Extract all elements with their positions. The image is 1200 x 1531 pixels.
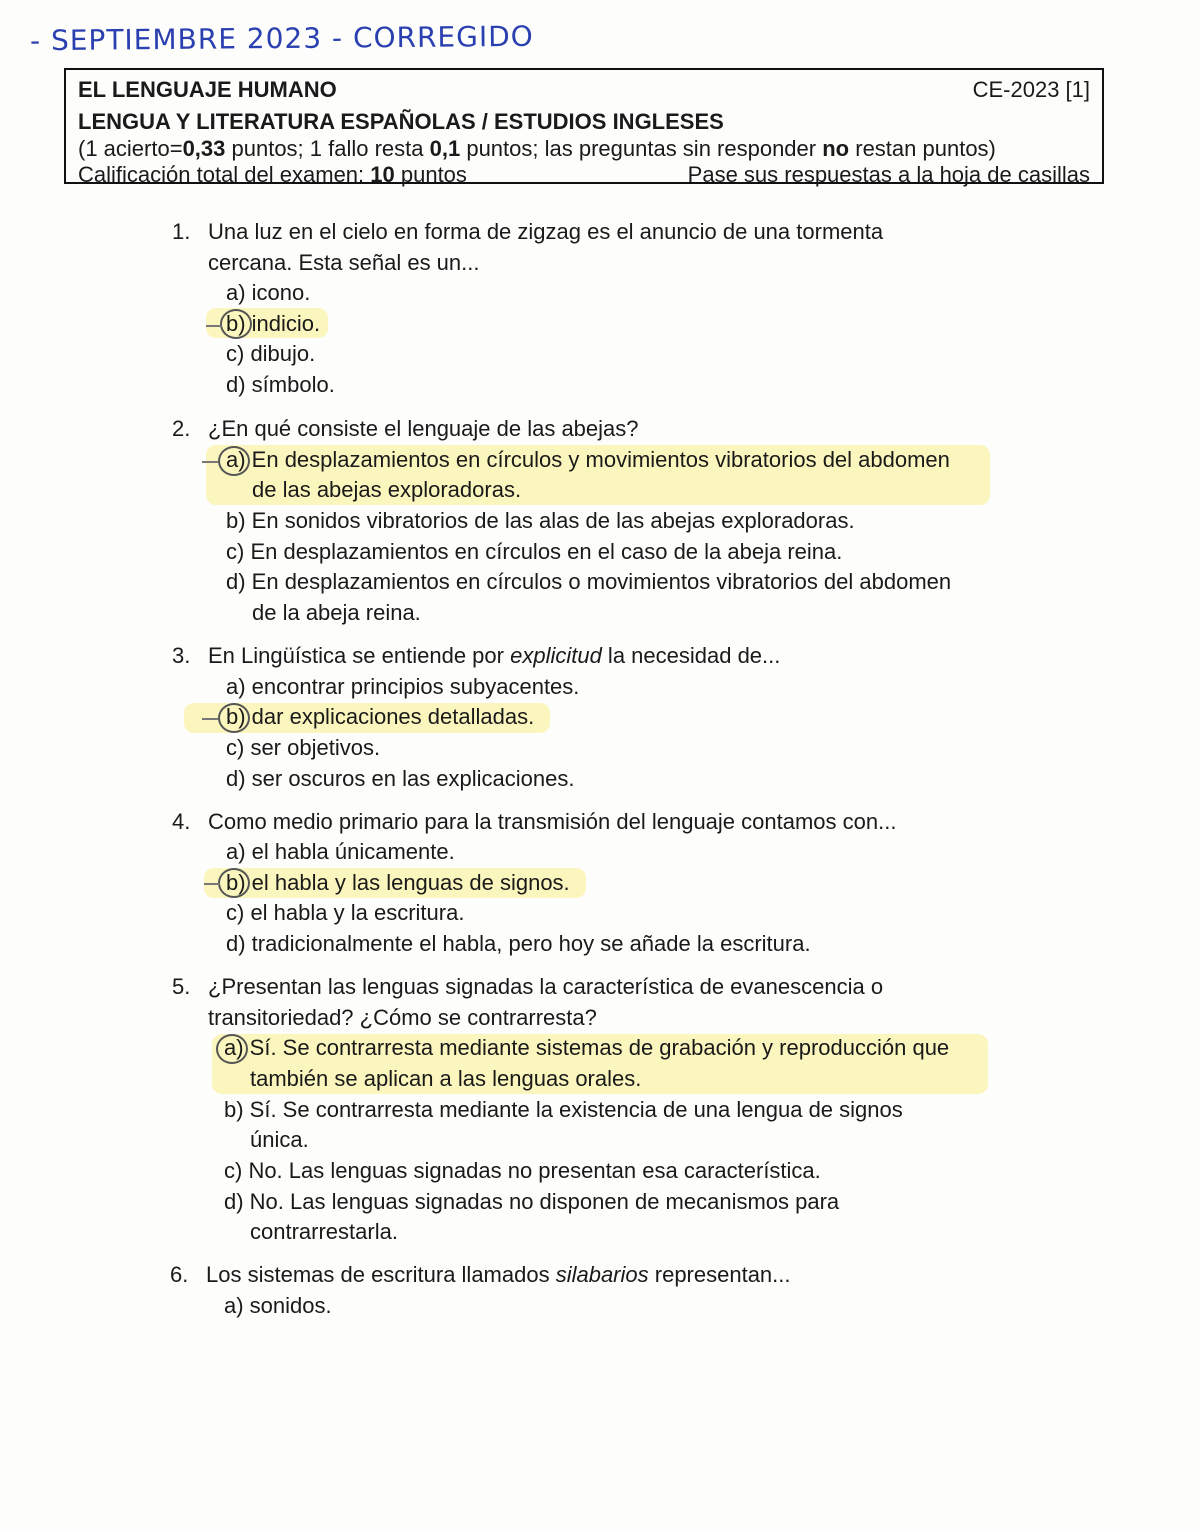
option: c) ser objetivos. [226, 735, 381, 760]
option: contrarrestarla. [250, 1219, 398, 1244]
option: única. [250, 1127, 309, 1152]
option: b) indicio. [226, 311, 321, 336]
option: b) Sí. Se contrarresta mediante la existencia de una lengua de signos [224, 1097, 903, 1122]
option: b) dar explicaciones detalladas. [226, 704, 535, 729]
question-text: Como medio primario para la transmisión del lenguaje contamos con... [208, 809, 897, 834]
answer-circle [218, 446, 250, 476]
exam-title: EL LENGUAJE HUMANO [78, 77, 337, 102]
total-score: Calificación total del examen: 10 puntos Pase sus respuestas a la hoja de casillas [78, 162, 1090, 187]
option: a) En desplazamientos en círculos y movimientos vibratorios del abdomen [226, 447, 950, 472]
question-number: 5. [172, 974, 191, 999]
answer-tick [202, 461, 218, 463]
answer-tick [204, 883, 220, 885]
scoring-rules: (1 acierto=0,33 puntos; 1 fallo resta 0,1 puntos; las preguntas sin responder no restan puntos) [78, 136, 996, 161]
option: a) icono. [226, 280, 311, 305]
option: d) No. Las lenguas signadas no disponen de mecanismos para [224, 1189, 840, 1214]
option: también se aplican a las lenguas orales. [250, 1066, 642, 1091]
answer-circle [218, 868, 250, 898]
exam-subject: LENGUA Y LITERATURA ESPAÑOLAS / ESTUDIOS INGLESES [78, 109, 724, 134]
question-text: Los sistemas de escritura llamados silabarios representan... [206, 1262, 791, 1287]
answer-tick [206, 325, 222, 327]
option: d) En desplazamientos en círculos o movimientos vibratorios del abdomen [226, 569, 952, 594]
option: a) sonidos. [224, 1293, 332, 1318]
answer-circle [218, 703, 250, 733]
option: de las abejas exploradoras. [252, 477, 522, 502]
question-number: 4. [172, 809, 191, 834]
instructions: Pase sus respuestas a la hoja de casillas [687, 162, 1090, 187]
option: c) el habla y la escritura. [226, 900, 465, 925]
question-text: En Lingüística se entiende por explicitud la necesidad de... [208, 643, 781, 668]
answer-circle [220, 309, 252, 339]
option: b) En sonidos vibratorios de las alas de las abejas exploradoras. [226, 508, 855, 533]
answer-tick [202, 718, 218, 720]
option: b) el habla y las lenguas de signos. [226, 870, 570, 895]
option: a) encontrar principios subyacentes. [226, 674, 580, 699]
option: a) el habla únicamente. [226, 839, 455, 864]
option: d) símbolo. [226, 372, 335, 397]
question-number: 2. [172, 416, 191, 441]
option: d) tradicionalmente el habla, pero hoy se añade la escritura. [226, 931, 811, 956]
answer-circle [216, 1034, 248, 1064]
option: c) No. Las lenguas signadas no presentan esa característica. [224, 1158, 821, 1183]
option: c) dibujo. [226, 341, 316, 366]
exam-code: CE-2023 [1] [972, 77, 1090, 102]
handwritten-note: - SEPTIEMBRE 2023 - CORREGIDO [29, 19, 534, 58]
question-number: 3. [172, 643, 191, 668]
question-text: Una luz en el cielo en forma de zigzag es el anuncio de una tormenta cercana. Esta señal es un... [208, 219, 884, 275]
question-number: 6. [170, 1262, 189, 1287]
question-text: ¿En qué consiste el lenguaje de las abejas? [208, 416, 639, 441]
option: c) En desplazamientos en círculos en el caso de la abeja reina. [226, 539, 843, 564]
question-number: 1. [172, 219, 191, 244]
option: d) ser oscuros en las explicaciones. [226, 766, 575, 791]
option: a) Sí. Se contrarresta mediante sistemas de grabación y reproducción que [224, 1035, 950, 1060]
question-text: ¿Presentan las lenguas signadas la característica de evanescencia o transitoriedad? ¿Cómo se contrarresta? [208, 974, 884, 1030]
option: de la abeja reina. [252, 600, 421, 625]
exam-header [64, 68, 1104, 187]
